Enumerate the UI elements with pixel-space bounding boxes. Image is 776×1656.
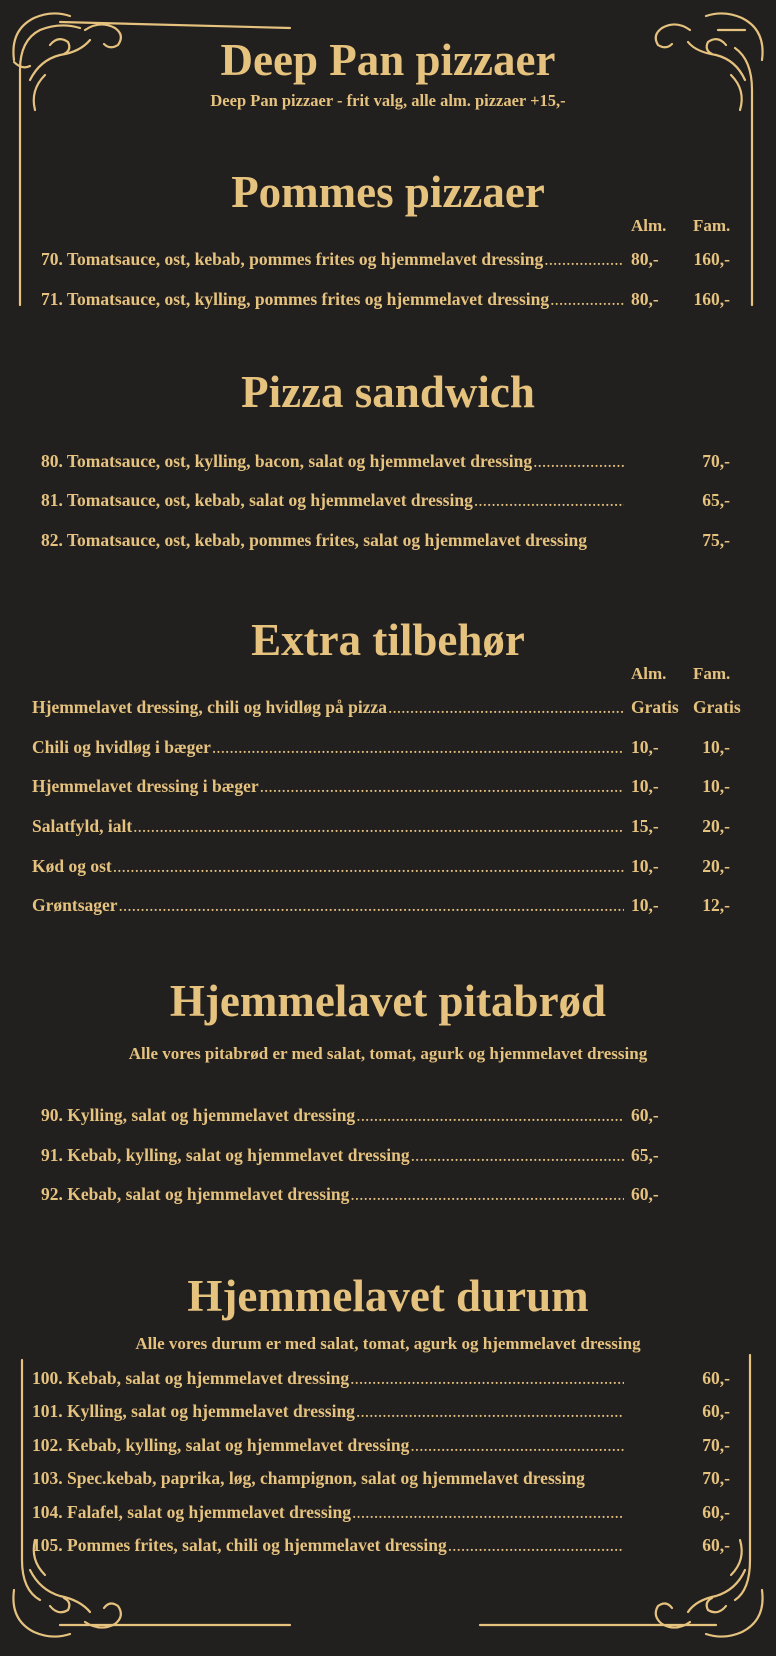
leader-dots xyxy=(544,249,624,270)
menu-item-70 xyxy=(41,249,625,270)
item-price-alm: Gratis xyxy=(631,697,679,717)
leader-dots xyxy=(356,1401,624,1422)
leader-dots xyxy=(133,816,624,837)
item-name: 92. Kebab, salat og hjemmelavet dressing xyxy=(41,1184,350,1204)
item-price-fam: 12,- xyxy=(702,895,730,915)
item-price: 70,- xyxy=(702,451,730,471)
menu-item-71 xyxy=(41,289,625,310)
item-name: 104. Falafel, salat og hjemmelavet dressing xyxy=(32,1502,352,1522)
item-name: 105. Pommes frites, salat, chili og hjemmelavet dressing xyxy=(32,1535,447,1555)
extra-item xyxy=(32,776,625,797)
extra-item xyxy=(32,856,625,877)
item-name: 103. Spec.kebab, paprika, løg, champignon, salat og hjemmelavet dressing xyxy=(32,1468,585,1488)
item-name: 71. Tomatsauce, ost, kylling, pommes frites og hjemmelavet dressing xyxy=(41,289,550,309)
leader-dots xyxy=(212,737,624,758)
extra-item xyxy=(32,697,625,718)
item-price-fam: 20,- xyxy=(702,816,730,836)
item-price-fam: 20,- xyxy=(702,856,730,876)
item-price-alm: 15,- xyxy=(631,816,659,836)
menu-item-91 xyxy=(41,1145,625,1166)
pommes-col-alm: Alm. xyxy=(631,216,667,235)
item-name: 70. Tomatsauce, ost, kebab, pommes frites og hjemmelavet dressing xyxy=(41,249,544,269)
leader-dots xyxy=(410,1435,624,1456)
extra-item xyxy=(32,737,625,758)
leader-dots xyxy=(411,1145,624,1166)
item-name: 91. Kebab, kylling, salat og hjemmelavet dressing xyxy=(41,1145,410,1165)
item-price: 60,- xyxy=(702,1401,730,1421)
menu-item-82 xyxy=(41,530,641,551)
item-price: 60,- xyxy=(702,1535,730,1555)
item-price: 60,- xyxy=(631,1184,659,1204)
leader-dots xyxy=(550,289,624,310)
item-price: 60,- xyxy=(702,1502,730,1522)
item-name: 102. Kebab, kylling, salat og hjemmelavet dressing xyxy=(32,1435,410,1455)
item-price-fam: Gratis xyxy=(693,697,741,717)
item-price: 75,- xyxy=(702,530,730,550)
extra-col-alm: Alm. xyxy=(631,664,667,683)
corner-ornament-bottom-right xyxy=(480,1355,763,1637)
item-price-alm: 80,- xyxy=(631,289,659,309)
item-price-fam: 10,- xyxy=(702,776,730,796)
leader-dots xyxy=(352,1502,624,1523)
leader-dots xyxy=(119,895,624,916)
item-price-alm: 10,- xyxy=(631,776,659,796)
sandwich-title: Pizza sandwich xyxy=(241,367,535,417)
item-name: 90. Kylling, salat og hjemmelavet dressing xyxy=(41,1105,356,1125)
menu-item-102 xyxy=(32,1435,625,1456)
item-price: 70,- xyxy=(702,1435,730,1455)
item-name: Grøntsager xyxy=(32,895,118,915)
item-price-alm: 10,- xyxy=(631,856,659,876)
deep-pan-subtitle: Deep Pan pizzaer - frit valg, alle alm. pizzaer +15,- xyxy=(210,91,566,110)
pita-title: Hjemmelavet pitabrød xyxy=(169,976,607,1026)
leader-dots xyxy=(448,1535,624,1556)
menu-item-81 xyxy=(41,490,625,511)
leader-dots xyxy=(350,1184,624,1205)
item-price: 60,- xyxy=(702,1368,730,1388)
extra-col-fam: Fam. xyxy=(693,664,731,683)
item-price-fam: 10,- xyxy=(702,737,730,757)
menu-item-90 xyxy=(41,1105,625,1126)
item-price: 65,- xyxy=(631,1145,659,1165)
item-price-alm: 10,- xyxy=(631,737,659,757)
item-name: Chili og hvidløg i bæger xyxy=(32,737,211,757)
menu-item-92 xyxy=(41,1184,625,1205)
item-name: 80. Tomatsauce, ost, kylling, bacon, salat og hjemmelavet dressing xyxy=(41,451,533,471)
item-name: 82. Tomatsauce, ost, kebab, pommes frites, salat og hjemmelavet dressing xyxy=(41,530,588,550)
extra-title: Extra tilbehør xyxy=(251,615,525,665)
pita-subtitle: Alle vores pitabrød er med salat, tomat, agurk og hjemmelavet dressing xyxy=(128,1044,648,1063)
item-price: 70,- xyxy=(702,1468,730,1488)
item-name: 101. Kylling, salat og hjemmelavet dressing xyxy=(32,1401,355,1421)
leader-dots xyxy=(474,490,624,511)
item-name: Salatfyld, ialt xyxy=(32,816,133,836)
leader-dots xyxy=(260,776,624,797)
leader-dots xyxy=(388,697,624,718)
item-price-fam: 160,- xyxy=(693,249,730,269)
menu-item-103 xyxy=(32,1468,632,1489)
item-price-alm: 10,- xyxy=(631,895,659,915)
durum-title: Hjemmelavet durum xyxy=(187,1271,589,1321)
deep-pan-title: Deep Pan pizzaer xyxy=(220,35,556,85)
menu-item-101 xyxy=(32,1401,625,1422)
item-name: Kød og ost xyxy=(32,856,112,876)
extra-item xyxy=(32,895,625,916)
leader-dots xyxy=(350,1368,624,1389)
leader-dots xyxy=(356,1105,624,1126)
leader-dots xyxy=(113,856,624,877)
item-name: Hjemmelavet dressing, chili og hvidløg på pizza xyxy=(32,697,388,717)
menu-item-100 xyxy=(32,1368,625,1389)
item-price: 60,- xyxy=(631,1105,659,1125)
item-name: 100. Kebab, salat og hjemmelavet dressing xyxy=(32,1368,350,1388)
menu-item-80 xyxy=(41,451,625,472)
durum-subtitle: Alle vores durum er med salat, tomat, agurk og hjemmelavet dressing xyxy=(135,1334,641,1353)
item-name: Hjemmelavet dressing i bæger xyxy=(32,776,259,796)
item-price: 65,- xyxy=(702,490,730,510)
leader-dots xyxy=(533,451,624,472)
pommes-title: Pommes pizzaer xyxy=(231,167,545,217)
item-price-alm: 80,- xyxy=(631,249,659,269)
extra-item xyxy=(32,816,625,837)
menu-item-105 xyxy=(32,1535,625,1556)
item-name: 81. Tomatsauce, ost, kebab, salat og hjemmelavet dressing xyxy=(41,490,473,510)
pommes-col-fam: Fam. xyxy=(693,216,731,235)
menu-item-104 xyxy=(32,1502,625,1523)
item-price-fam: 160,- xyxy=(693,289,730,309)
